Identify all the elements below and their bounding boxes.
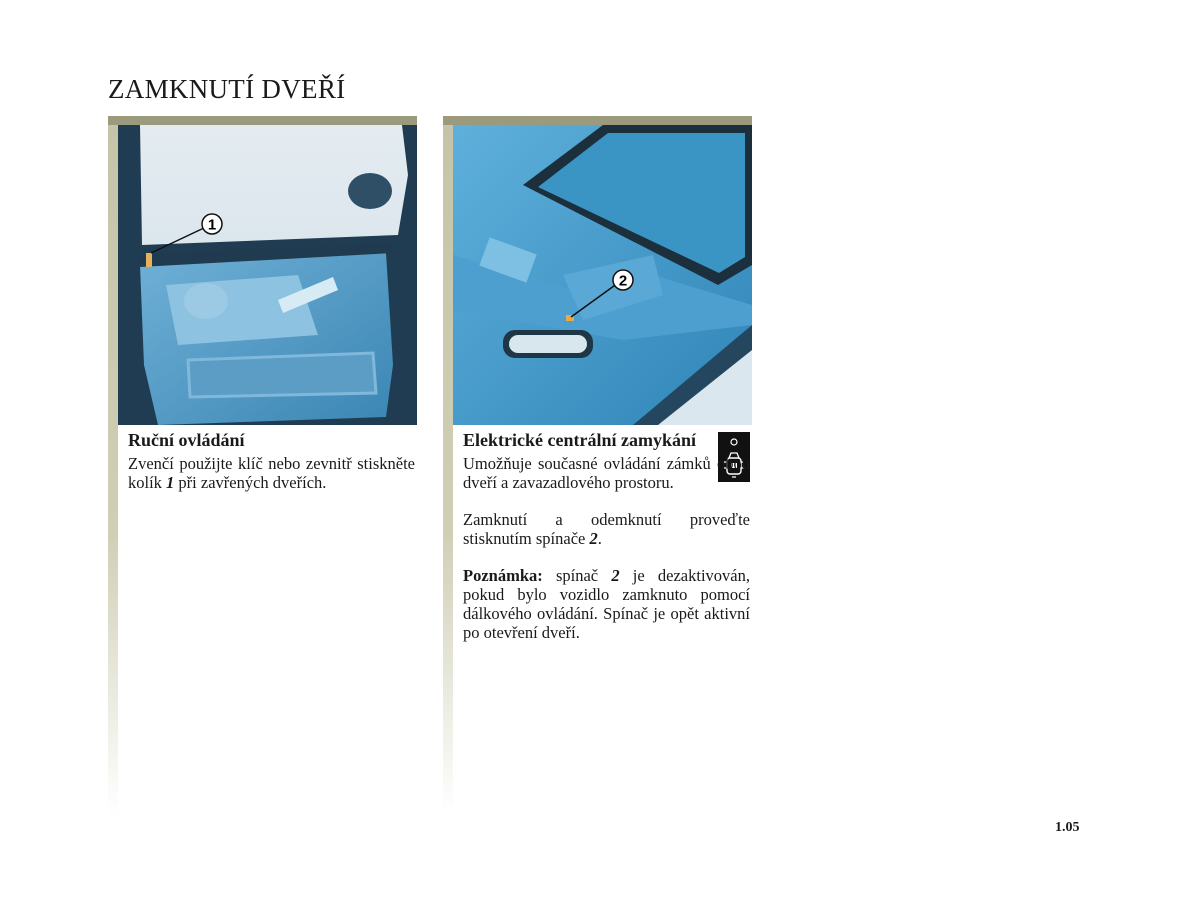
- door-illustration: [118, 125, 417, 425]
- note-switch-ref: 2: [611, 566, 620, 585]
- manual-control-heading: Ruční ovládání: [128, 430, 245, 450]
- page-title: ZAMKNUTÍ DVEŘÍ: [108, 74, 346, 104]
- manual-control-text: [128, 454, 415, 492]
- callout-1-label: 1: [207, 216, 217, 234]
- ceiling-illustration: [453, 125, 752, 425]
- para2-text: Zamknutí a odemknutí proveďte stisknutím spínače: [463, 510, 750, 548]
- note-text: spínač: [542, 566, 612, 585]
- note-label: Poznámka:: [463, 566, 543, 585]
- para2-end: .: [597, 529, 602, 548]
- pin-ref: 1: [166, 473, 175, 492]
- switch-ref: 2: [589, 529, 598, 548]
- callout-2-label: 2: [618, 272, 628, 290]
- column-stripe: [108, 116, 118, 816]
- column-top-bar: [108, 116, 417, 125]
- door-photo: [118, 125, 417, 425]
- central-locking-heading: Elektrické centrální zamykání: [463, 430, 696, 450]
- note-paragraph: [463, 566, 750, 642]
- manual-control-section: [128, 430, 415, 510]
- ceiling-photo: [453, 125, 752, 425]
- note-text-end: je dezaktivován, pokud bylo vozidlo zamknuto pomocí dálkového ovládání. Spínač je opět aktivní po otevření dveří.: [463, 566, 750, 642]
- manual-text-part: Zvenčí použijte klíč nebo zevnitř stiskněte kolík: [128, 454, 415, 492]
- central-locking-section: [463, 430, 750, 660]
- left-column: [108, 116, 417, 816]
- central-locking-para1: Umožňuje současné ovládání zámků obou dveří a zavazadlového prostoru.: [463, 454, 750, 492]
- right-column: [443, 116, 752, 816]
- column-stripe: [443, 116, 453, 816]
- manual-text-end: při zavřených dveřích.: [174, 473, 327, 492]
- column-top-bar: [443, 116, 752, 125]
- central-locking-para2: [463, 510, 750, 548]
- page-number: 1.05: [1055, 820, 1080, 835]
